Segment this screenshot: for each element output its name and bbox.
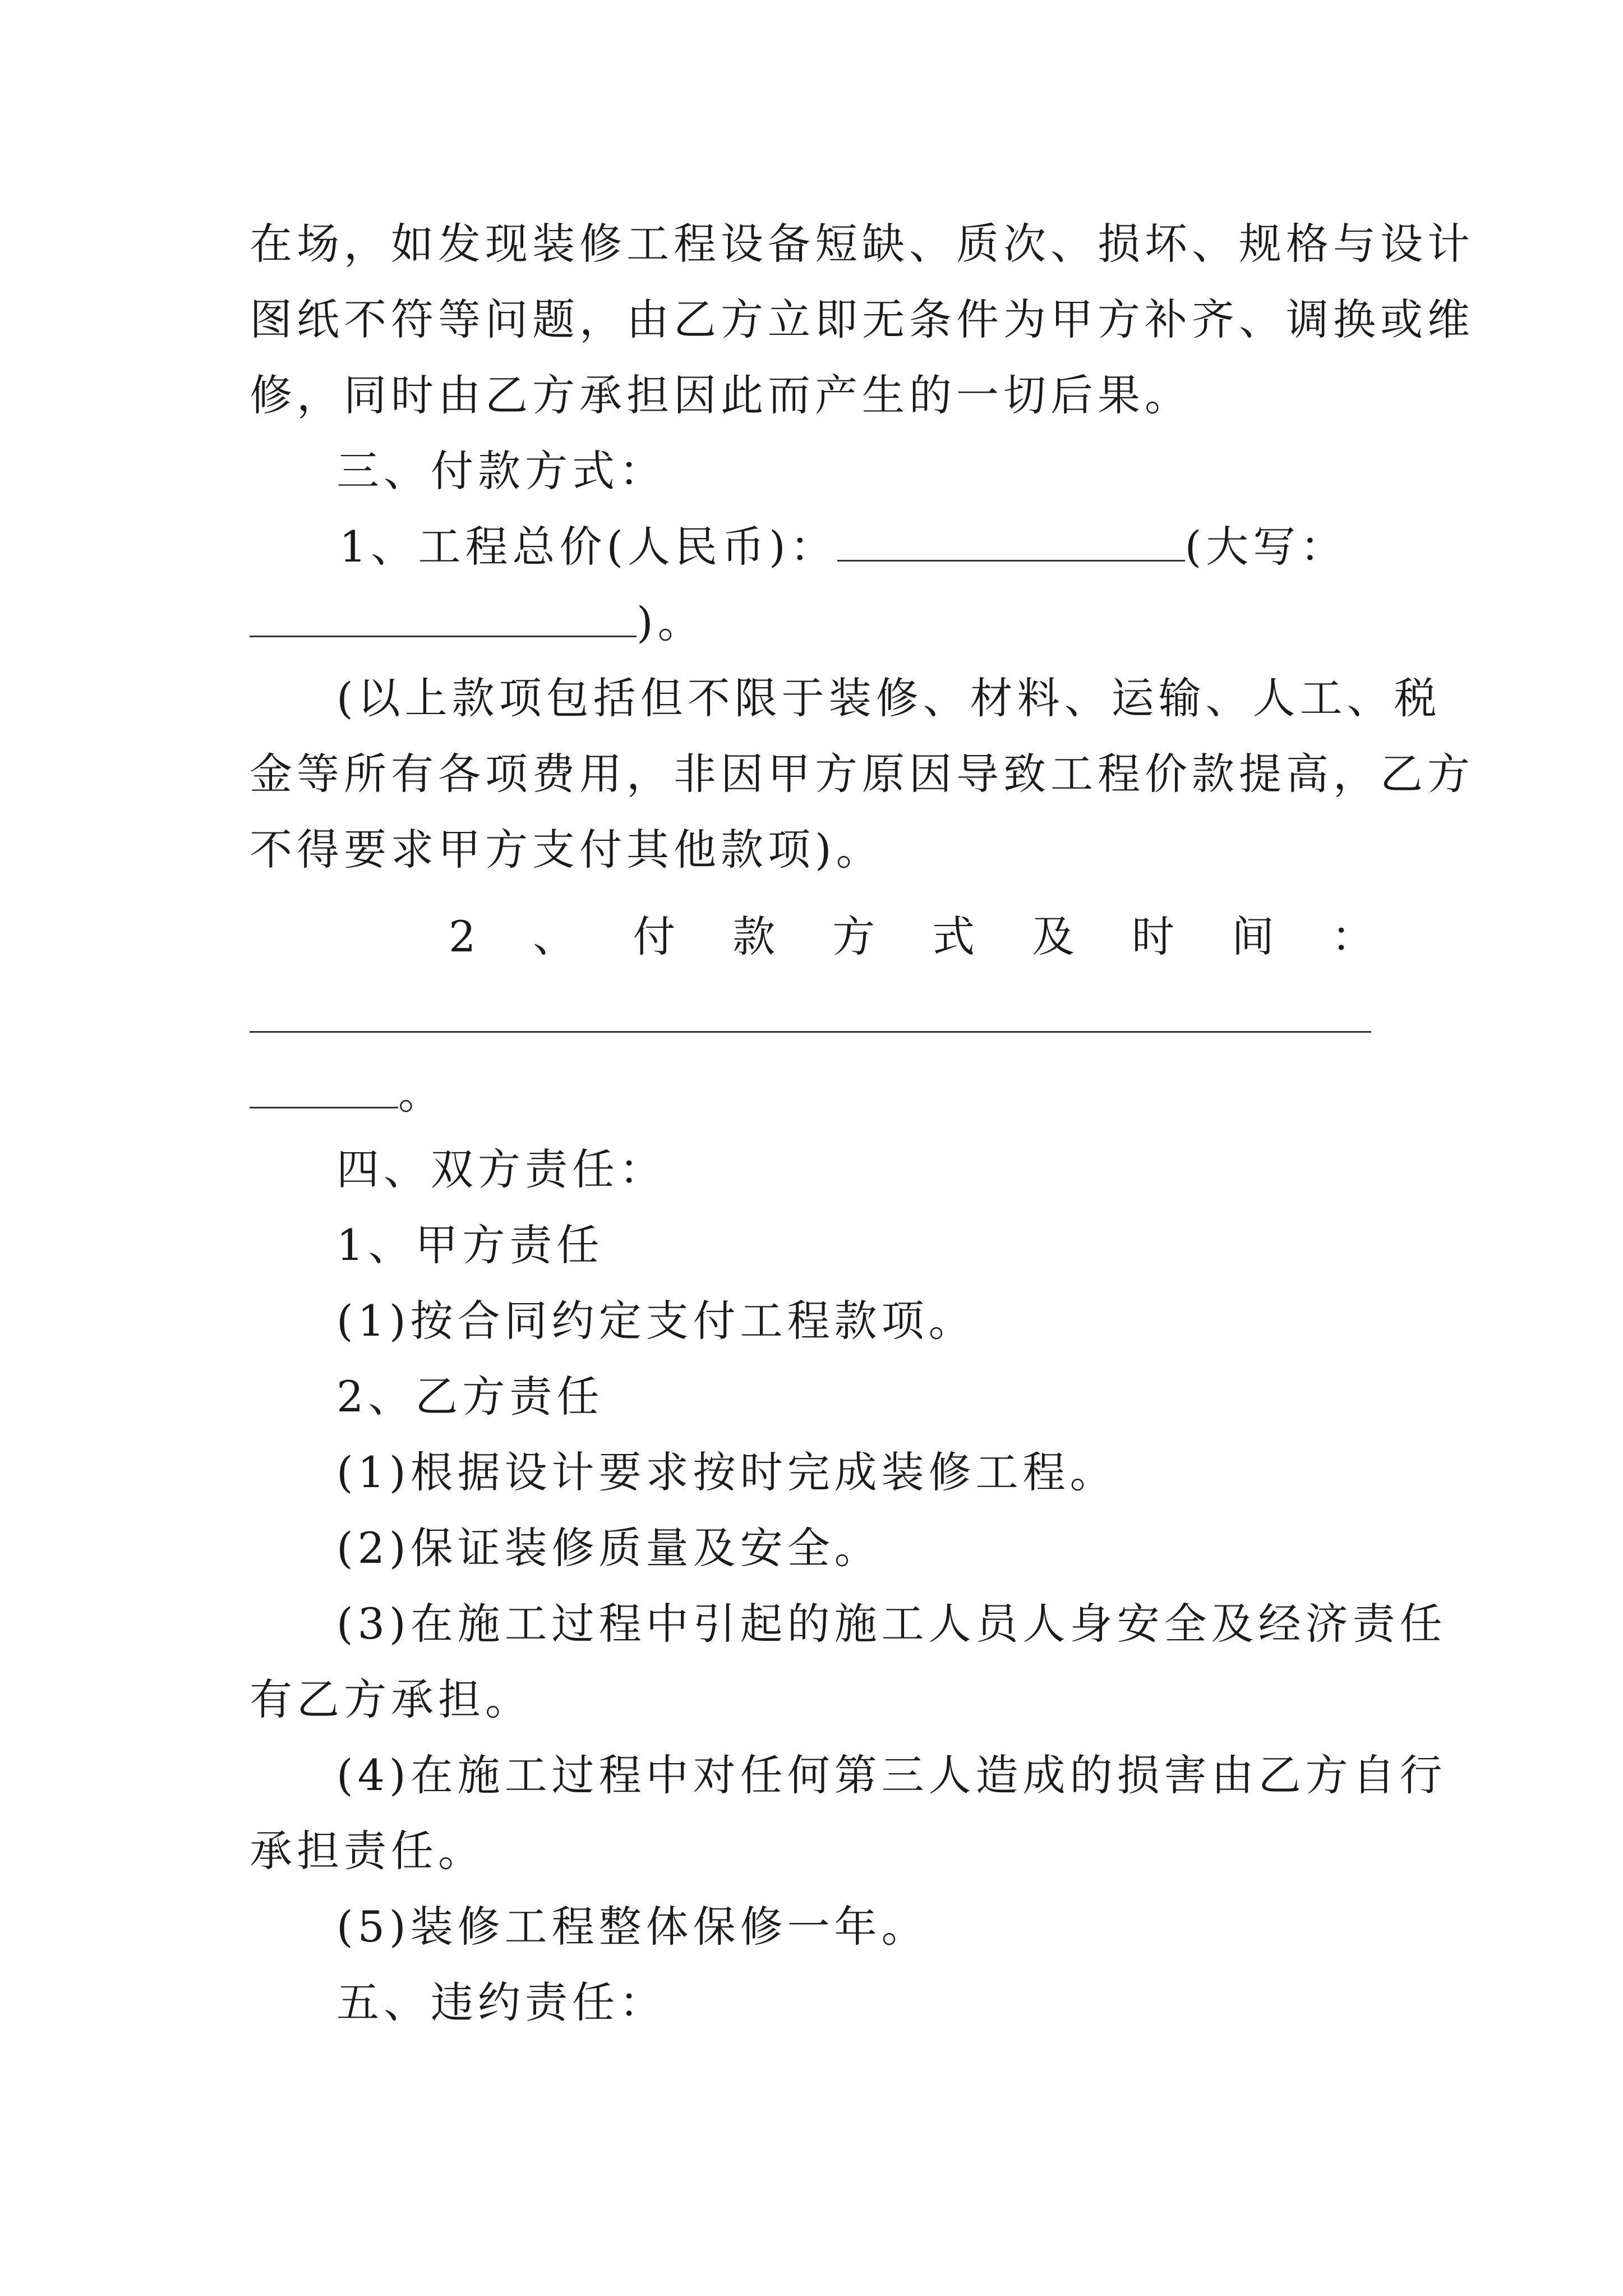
capital-amount-blank [250, 596, 637, 637]
paragraph-line: 图纸不符等问题，由乙方立即无条件为甲方补齐、调换或维 [250, 295, 1474, 344]
heading-char: 方 [832, 912, 875, 961]
heading-char: 时 [1132, 912, 1175, 961]
list-item: (5)装修工程整体保修一年。 [336, 1902, 929, 1952]
heading-char: 、 [533, 912, 576, 961]
payment-method-heading [449, 909, 1374, 965]
section-heading-breach: 五、违约责任： [336, 1977, 666, 2027]
heading-char: 式 [932, 912, 975, 961]
capital-amount-label: (大写： [1184, 522, 1348, 572]
list-item-continuation: 有乙方承担。 [250, 1674, 532, 1724]
paragraph-line: 不得要求甲方支付其他款项)。 [250, 825, 883, 875]
total-price-label: 1、工程总价(人民币)： [339, 522, 837, 572]
section-heading-payment: 三、付款方式： [336, 446, 666, 496]
payment-method-blank-line [250, 1066, 1388, 1122]
heading-char: 款 [732, 912, 776, 961]
paragraph-line: 在场，如发现装修工程设备短缺、质次、损坏、规格与设计 [250, 219, 1474, 269]
paragraph-line: 修，同时由乙方承担因此而产生的一切后果。 [250, 370, 1192, 420]
heading-char: ： [1331, 912, 1374, 961]
capital-amount-close: )。 [637, 597, 705, 647]
subheading-party-b: 2、乙方责任 [336, 1372, 604, 1421]
list-item: (2)保证装修质量及安全。 [336, 1523, 882, 1573]
list-item: (4)在施工过程中对任何第三人造成的损害由乙方自行 [336, 1750, 1447, 1800]
period-mark: 。 [398, 1069, 445, 1119]
subheading-party-a: 1、甲方责任 [336, 1220, 604, 1270]
total-price-line [339, 519, 1394, 575]
payment-method-blank [250, 1068, 398, 1108]
list-item-continuation: 承担责任。 [250, 1826, 485, 1876]
heading-char: 及 [1032, 912, 1075, 961]
total-price-blank [837, 521, 1185, 562]
payment-method-blank-rule [250, 1031, 1371, 1033]
heading-char: 间 [1231, 912, 1274, 961]
list-item: (1)根据设计要求按时完成装修工程。 [336, 1447, 1117, 1497]
paragraph-line: 金等所有各项费用，非因甲方原因导致工程价款提高，乙方 [250, 749, 1474, 799]
section-heading-responsibilities: 四、双方责任： [336, 1144, 666, 1194]
list-item: (3)在施工过程中引起的施工人员人身安全及经济责任 [336, 1599, 1447, 1649]
heading-char: 付 [633, 912, 676, 961]
list-item: (1)按合同约定支付工程款项。 [336, 1296, 976, 1346]
paragraph-line: (以上款项包括但不限于装修、材料、运输、人工、税 [336, 673, 1441, 723]
heading-char: 2 [449, 912, 476, 961]
capital-amount-line [250, 595, 1388, 651]
